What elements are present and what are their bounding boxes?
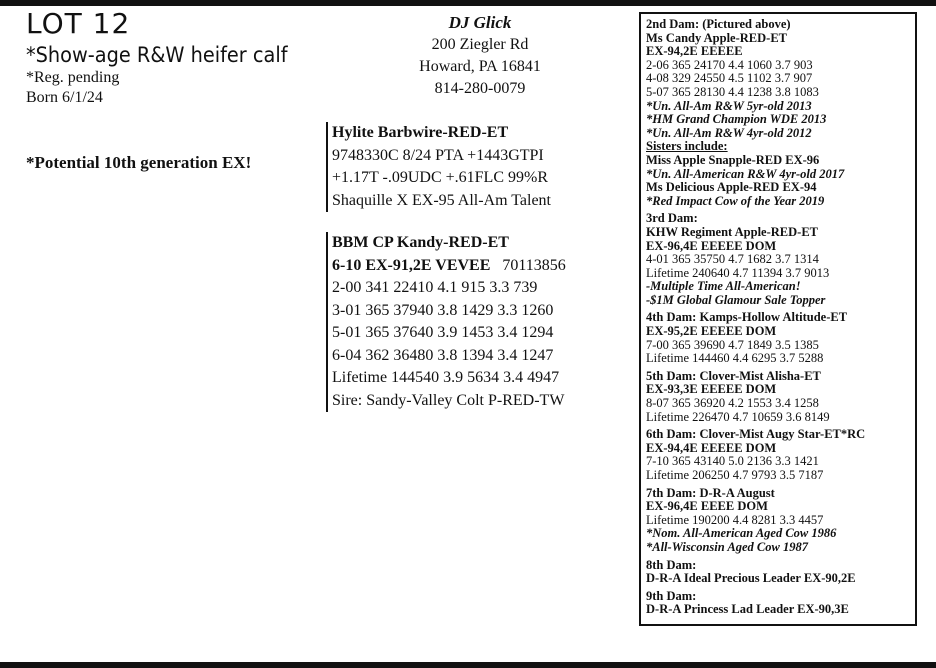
dam7-section bbox=[646, 487, 910, 555]
dam-record: 6-04 362 36480 3.8 1394 3.4 1247 bbox=[332, 346, 554, 364]
dam5-header: 5th Dam: Clover-Mist Alisha-ET bbox=[646, 368, 821, 383]
dam2-record: 2-06 365 24170 4.4 1060 3.7 903 bbox=[646, 57, 813, 72]
sisters-header: Sisters include: bbox=[646, 139, 728, 154]
dam2-section bbox=[646, 18, 910, 208]
dam9-name: D-R-A Princess Lad Leader EX-90,3E bbox=[646, 602, 849, 617]
dam6-header: 6th Dam: Clover-Mist Augy Star-ET*RC bbox=[646, 427, 866, 442]
birth-date: Born 6/1/24 bbox=[26, 89, 103, 106]
dam-record: 2-00 341 22410 4.1 915 3.3 739 bbox=[332, 279, 538, 296]
dam2-score: EX-94,2E EEEEE bbox=[646, 44, 743, 59]
dam5-record: Lifetime 226470 4.7 10659 3.6 8149 bbox=[646, 409, 830, 424]
dam3-header: 3rd Dam: bbox=[646, 211, 698, 226]
dam5-score: EX-93,3E EEEEE DOM bbox=[646, 382, 777, 397]
registration-note: *Reg. pending bbox=[26, 69, 120, 86]
dam-record: 5-01 365 37640 3.9 1453 3.4 1294 bbox=[332, 324, 554, 341]
dam-record: Lifetime 144540 3.9 5634 3.4 4947 bbox=[332, 369, 560, 386]
dam2-honor: *HM Grand Champion WDE 2013 bbox=[646, 112, 827, 127]
top-border bbox=[0, 0, 936, 6]
dam-block bbox=[326, 232, 632, 412]
dam9-section bbox=[646, 590, 910, 617]
owner-info bbox=[380, 12, 580, 100]
bottom-border bbox=[0, 662, 936, 668]
dam3-record: 4-01 365 35750 4.7 1682 3.7 1314 bbox=[646, 252, 819, 267]
dam3-section bbox=[646, 212, 910, 307]
lot-summary bbox=[26, 8, 326, 174]
dam3-honor: -Multiple Time All-American! bbox=[646, 279, 801, 294]
dam3-honor: -$1M Global Glamour Sale Topper bbox=[646, 292, 826, 307]
dam3-record: Lifetime 240640 4.7 11394 3.7 9013 bbox=[646, 265, 830, 280]
sire-block bbox=[326, 122, 632, 212]
dam8-header: 8th Dam: bbox=[646, 557, 697, 572]
sire-line: +1.17T -.09UDC +.61FLC 99%R bbox=[332, 169, 548, 186]
dam5-section bbox=[646, 370, 910, 424]
dam8-name: D-R-A Ideal Precious Leader EX-90,2E bbox=[646, 571, 856, 586]
dam-classification-row bbox=[332, 255, 632, 278]
sister-name: Ms Delicious Apple-RED EX-94 bbox=[646, 180, 817, 195]
dam4-record: 7-00 365 39690 4.7 1849 3.5 1385 bbox=[646, 337, 819, 352]
dam-record: 3-01 365 37940 3.8 1429 3.3 1260 bbox=[332, 301, 554, 319]
dam7-honor: *Nom. All-American Aged Cow 1986 bbox=[646, 526, 837, 541]
dam7-honor: *All-Wisconsin Aged Cow 1987 bbox=[646, 539, 808, 554]
sister-honor: *Red Impact Cow of the Year 2019 bbox=[646, 193, 825, 208]
lot-headline: *Show-age R&W heifer calf bbox=[26, 43, 288, 67]
dam2-header: 2nd Dam: (Pictured above) bbox=[646, 17, 791, 31]
dam7-record: Lifetime 190200 4.4 8281 3.3 4457 bbox=[646, 512, 824, 527]
dam2-record: 4-08 329 24550 4.5 1102 3.7 907 bbox=[646, 71, 813, 86]
sire-name: Hylite Barbwire-RED-ET bbox=[332, 124, 509, 141]
sister-honor: *Un. All-American R&W 4yr-old 2017 bbox=[646, 166, 845, 181]
dam6-score: EX-94,4E EEEEE DOM bbox=[646, 440, 777, 455]
dam2-honor: *Un. All-Am R&W 5yr-old 2013 bbox=[646, 98, 812, 113]
dam4-score: EX-95,2E EEEEE DOM bbox=[646, 324, 777, 339]
dam6-record: 7-10 365 43140 5.0 2136 3.3 1421 bbox=[646, 454, 819, 469]
dam3-name: KHW Regiment Apple-RED-ET bbox=[646, 224, 818, 239]
dam6-section bbox=[646, 428, 910, 482]
dam4-section bbox=[646, 311, 910, 365]
dam2-record: 5-07 365 28130 4.4 1238 3.8 1083 bbox=[646, 84, 819, 99]
lot-title: LOT 12 bbox=[26, 7, 131, 40]
sire-line: 9748330C 8/24 PTA +1443GTPI bbox=[332, 146, 544, 164]
owner-phone: 814-280-0079 bbox=[434, 80, 526, 97]
dam-reg-number: 70113856 bbox=[502, 256, 566, 274]
dam2-name: Ms Candy Apple-RED-ET bbox=[646, 30, 787, 45]
owner-name: DJ Glick bbox=[448, 13, 512, 32]
sire-line: Shaquille X EX-95 All-Am Talent bbox=[332, 191, 551, 209]
pedigree-box bbox=[639, 12, 917, 626]
dam7-header: 7th Dam: D-R-A August bbox=[646, 485, 775, 500]
dam4-record: Lifetime 144460 4.4 6295 3.7 5288 bbox=[646, 351, 824, 366]
sister-name: Miss Apple Snapple-RED EX-96 bbox=[646, 152, 820, 167]
dam9-header: 9th Dam: bbox=[646, 588, 697, 603]
dam-name: BBM CP Kandy-RED-ET bbox=[332, 234, 509, 251]
dam3-score: EX-96,4E EEEEE DOM bbox=[646, 238, 777, 253]
dam7-score: EX-96,4E EEEE DOM bbox=[646, 499, 768, 514]
dam6-record: Lifetime 206250 4.7 9793 3.5 7187 bbox=[646, 468, 824, 482]
owner-city: Howard, PA 16841 bbox=[419, 58, 541, 75]
dam-classification: 6-10 EX-91,2E VEVEE bbox=[332, 256, 491, 274]
dam8-section bbox=[646, 559, 910, 586]
dam4-header: 4th Dam: Kamps-Hollow Altitude-ET bbox=[646, 310, 848, 325]
dam5-record: 8-07 365 36920 4.2 1553 3.4 1258 bbox=[646, 396, 819, 411]
potential-note: *Potential 10th generation EX! bbox=[26, 153, 252, 172]
owner-address: 200 Ziegler Rd bbox=[431, 36, 529, 53]
dam-sire: Sire: Sandy-Valley Colt P-RED-TW bbox=[332, 391, 565, 409]
dam2-honor: *Un. All-Am R&W 4yr-old 2012 bbox=[646, 125, 812, 140]
